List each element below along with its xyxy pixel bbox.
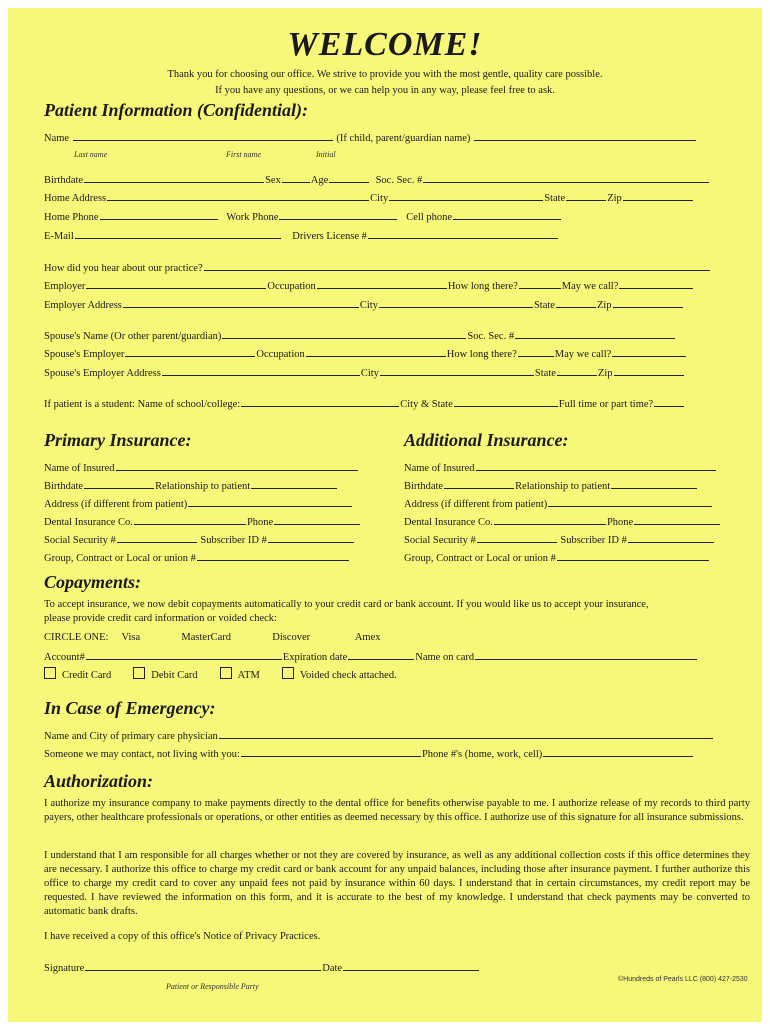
spouse-state-field[interactable] (557, 365, 597, 376)
zip-field[interactable] (623, 190, 693, 201)
how-hear-field[interactable] (204, 260, 710, 271)
how-long-label: How long there? (447, 281, 518, 292)
authorization-heading: Authorization: (44, 771, 154, 791)
welcome-line-1: Thank you for choosing our office. We strive to provide you with the most gentle, quality care possible. (167, 69, 603, 80)
employer-address-row (44, 297, 684, 312)
additional-social-row (404, 532, 715, 547)
age-label: Age (310, 175, 329, 186)
additional-name-row (404, 460, 717, 475)
city-field[interactable] (389, 190, 543, 201)
primary-dental-field[interactable] (134, 514, 246, 525)
additional-relationship-label: Relationship to patient (515, 481, 611, 492)
additional-birthdate-label: Birthdate (404, 481, 444, 492)
contact-phones-field[interactable] (543, 746, 693, 757)
additional-group-label: Group, Contract or Local or union # (404, 553, 556, 564)
additional-insurance-heading: Additional Insurance: (404, 430, 569, 450)
signature-label: Signature (44, 963, 85, 974)
primary-relationship-label: Relationship to patient (155, 481, 251, 492)
additional-social-label: Social Security # (404, 535, 476, 546)
name-field[interactable] (73, 130, 333, 141)
additional-address-label: Address (if different from patient) (404, 499, 548, 510)
contact-field[interactable] (241, 746, 421, 757)
occupation-label: Occupation (267, 281, 316, 292)
debit-card-label: Debit Card (151, 670, 198, 681)
student-row (44, 396, 685, 411)
additional-name-field[interactable] (476, 460, 716, 471)
spouse-employer-field[interactable] (125, 346, 255, 357)
drivers-license-label: Drivers License # (292, 231, 367, 242)
first-name-caption: First name (226, 150, 261, 159)
spouse-city-label: City (360, 368, 379, 379)
amex-option[interactable]: Amex (354, 632, 381, 643)
full-part-field[interactable] (654, 396, 684, 407)
atm-label: ATM (237, 670, 260, 681)
voided-check-checkbox[interactable] (282, 667, 294, 679)
name-label: Name (44, 133, 70, 144)
email-field[interactable] (75, 228, 281, 239)
home-phone-label: Home Phone (44, 212, 99, 223)
voided-check-option[interactable] (282, 667, 397, 682)
home-phone-field[interactable] (100, 209, 218, 220)
responsible-party-caption: Patient or Responsible Party (166, 982, 259, 991)
spouse-city-field[interactable] (380, 365, 534, 376)
last-name-caption: Last name (74, 150, 108, 159)
primary-subscriber-field[interactable] (268, 532, 354, 543)
age-field[interactable] (329, 172, 369, 183)
cell-phone-field[interactable] (453, 209, 561, 220)
primary-dental-label: Dental Insurance Co. (44, 517, 133, 528)
spouse-occupation-field[interactable] (306, 346, 446, 357)
discover-option[interactable]: Discover (272, 632, 311, 643)
primary-relationship-field[interactable] (251, 478, 337, 489)
home-address-field[interactable] (107, 190, 369, 201)
expiration-label: Expiration date (282, 652, 348, 663)
sex-label: Sex (265, 175, 281, 186)
credit-card-option[interactable] (44, 667, 111, 682)
additional-birthdate-field[interactable] (444, 478, 514, 489)
sex-field[interactable] (282, 172, 310, 183)
work-phone-label: Work Phone (226, 212, 279, 223)
school-city-state-field[interactable] (454, 396, 558, 407)
school-city-state-label: City & State (400, 399, 453, 410)
primary-address-row (44, 496, 353, 511)
debit-card-checkbox[interactable] (133, 667, 145, 679)
spouse-employer-address-field[interactable] (162, 365, 360, 376)
atm-checkbox[interactable] (220, 667, 232, 679)
employer-city-label: City (359, 300, 378, 311)
expiration-field[interactable] (348, 649, 414, 660)
spouse-state-label: State (534, 368, 556, 379)
employer-row (44, 278, 694, 293)
welcome-title: WELCOME! (287, 26, 483, 63)
employer-zip-field[interactable] (613, 297, 683, 308)
additional-phone-field[interactable] (634, 514, 720, 525)
patient-info-heading: Patient Information (Confidential): (44, 100, 309, 120)
account-row (44, 649, 698, 664)
primary-social-field[interactable] (117, 532, 197, 543)
home-address-label: Home Address (44, 193, 107, 204)
additional-group-field[interactable] (557, 550, 709, 561)
additional-dental-field[interactable] (494, 514, 606, 525)
additional-address-field[interactable] (548, 496, 712, 507)
employer-address-field[interactable] (123, 297, 359, 308)
spouse-may-call-label: May we call? (554, 349, 612, 360)
spouse-employer-label: Spouse's Employer (44, 349, 125, 360)
spouse-zip-field[interactable] (614, 365, 684, 376)
work-phone-field[interactable] (279, 209, 397, 220)
spouse-may-call-field[interactable] (612, 346, 686, 357)
employer-city-field[interactable] (379, 297, 533, 308)
account-field[interactable] (86, 649, 282, 660)
city-label: City (370, 193, 389, 204)
credit-card-label: Credit Card (62, 670, 112, 681)
additional-group-row (404, 550, 710, 565)
copay-text-1: To accept insurance, we now debit copayments automatically to your credit card or bank account. If you would like us to accept your insurance, (44, 599, 649, 610)
full-part-label: Full time or part time? (558, 399, 654, 410)
birthdate-field[interactable] (84, 172, 264, 183)
privacy-notice-text: I have received a copy of this office's Notice of Privacy Practices. (44, 931, 321, 942)
school-field[interactable] (241, 396, 399, 407)
employer-address-label: Employer Address (44, 300, 122, 311)
contact-label: Someone we may contact, not living with you: (44, 749, 240, 760)
physician-field[interactable] (219, 728, 713, 739)
soc-sec-field[interactable] (423, 172, 709, 183)
mastercard-option[interactable]: MasterCard (181, 632, 231, 643)
additional-social-field[interactable] (477, 532, 557, 543)
emergency-heading: In Case of Emergency: (44, 698, 216, 718)
spouse-name-field[interactable] (222, 328, 466, 339)
spouse-occupation-label: Occupation (256, 349, 305, 360)
visa-option[interactable]: Visa (121, 632, 141, 643)
primary-address-field[interactable] (188, 496, 352, 507)
card-type-row (44, 631, 380, 644)
spouse-soc-sec-field[interactable] (515, 328, 675, 339)
additional-dental-label: Dental Insurance Co. (404, 517, 493, 528)
spouse-employer-address-label: Spouse's Employer Address (44, 368, 161, 379)
birthdate-label: Birthdate (44, 175, 84, 186)
primary-address-label: Address (if different from patient) (44, 499, 188, 510)
additional-name-label: Name of Insured (404, 463, 475, 474)
physician-row (44, 728, 714, 743)
copayments-heading: Copayments: (44, 572, 141, 592)
spouse-employer-address-row (44, 365, 685, 380)
welcome-line-2: If you have any questions, or we can help you in any way, please feel free to ask. (215, 85, 555, 96)
cell-phone-label: Cell phone (406, 212, 453, 223)
contact-phones-label: Phone #'s (home, work, cell) (421, 749, 543, 760)
primary-social-label: Social Security # (44, 535, 116, 546)
primary-group-label: Group, Contract or Local or union # (44, 553, 196, 564)
employer-zip-label: Zip (596, 300, 612, 311)
copyright-text: ©Hundreds of Pearls LLC (800) 427-2530 (618, 976, 748, 983)
atm-option[interactable] (220, 667, 260, 682)
name-on-card-field[interactable] (475, 649, 697, 660)
physician-label: Name and City of primary care physician (44, 731, 218, 742)
employer-label: Employer (44, 281, 86, 292)
may-call-field[interactable] (619, 278, 693, 289)
state-label: State (544, 193, 566, 204)
how-hear-row (44, 260, 711, 275)
additional-phone-label: Phone (606, 517, 634, 528)
additional-relationship-field[interactable] (611, 478, 697, 489)
circle-one-label: CIRCLE ONE: (44, 632, 109, 643)
additional-dental-row (404, 514, 721, 529)
primary-group-row (44, 550, 350, 565)
primary-phone-field[interactable] (274, 514, 360, 525)
spouse-how-long-field[interactable] (518, 346, 554, 357)
email-label: E-Mail (44, 231, 74, 242)
primary-birthdate-row (44, 478, 338, 493)
primary-social-row (44, 532, 355, 547)
spouse-name-label: Spouse's Name (Or other parent/guardian) (44, 331, 222, 342)
phone-row (44, 209, 562, 224)
primary-subscriber-label: Subscriber ID # (200, 535, 267, 546)
additional-birthdate-row (404, 478, 698, 493)
if-child-label: (If child, parent/guardian name) (336, 133, 471, 144)
occupation-field[interactable] (317, 278, 447, 289)
name-row (44, 130, 697, 145)
how-hear-label: How did you hear about our practice? (44, 263, 203, 274)
name-on-card-label: Name on card (415, 652, 475, 663)
drivers-license-field[interactable] (368, 228, 558, 239)
debit-card-option[interactable] (133, 667, 197, 682)
state-field[interactable] (566, 190, 606, 201)
spouse-zip-label: Zip (597, 368, 613, 379)
additional-subscriber-label: Subscriber ID # (560, 535, 627, 546)
primary-group-field[interactable] (197, 550, 349, 561)
contact-row (44, 746, 694, 761)
birthdate-row (44, 172, 710, 187)
spouse-soc-sec-label: Soc. Sec. # (467, 331, 515, 342)
primary-birthdate-label: Birthdate (44, 481, 84, 492)
additional-subscriber-field[interactable] (628, 532, 714, 543)
student-label: If patient is a student: Name of school/college: (44, 399, 241, 410)
credit-card-checkbox[interactable] (44, 667, 56, 679)
account-label: Account# (44, 652, 85, 663)
payment-method-row (44, 667, 419, 682)
spouse-name-row (44, 328, 676, 343)
how-long-field[interactable] (519, 278, 561, 289)
primary-phone-label: Phone (246, 517, 274, 528)
spouse-employer-row (44, 346, 687, 361)
primary-birthdate-field[interactable] (84, 478, 154, 489)
copay-text-2: please provide credit card information or voided check: (44, 613, 277, 624)
primary-name-row (44, 460, 359, 475)
may-call-label: May we call? (561, 281, 619, 292)
spouse-how-long-label: How long there? (446, 349, 517, 360)
zip-label: Zip (607, 193, 622, 204)
primary-dental-row (44, 514, 361, 529)
email-row (44, 228, 559, 243)
additional-address-row (404, 496, 713, 511)
soc-sec-label: Soc. Sec. # (375, 175, 423, 186)
signature-field[interactable] (85, 960, 321, 971)
initial-caption: Initial (316, 150, 336, 159)
voided-check-label: Voided check attached. (299, 670, 397, 681)
authorization-paragraph-1: I authorize my insurance company to make payments directly to the dental office for benefits otherwise payable to me. I authorize release of my records to third party payers, other healthcare professionals or operations, or other entities as deemed necessary by this office. I authorize use of this signature for all insurance submissions. (44, 798, 750, 823)
authorization-paragraph-2: I understand that I am responsible for all charges whether or not they are covered by insurance, as well as any additional collection costs if this office determines they are necessary. I authorize this office to charge my credit card or bank account for any unpaid balances, including those after insurance payment. I further authorize this office to charge my credit card to cover any unpaid fees not paid by insurance within 60 days. I understand that in certain circumstances, my credit report may be requested. I have reviewed the information on this form, and it is accurate to the best of my knowledge. I understand that check payments may be converted to automatic bank drafts. (44, 850, 750, 917)
employer-state-field[interactable] (556, 297, 596, 308)
date-label: Date (322, 963, 343, 974)
primary-name-label: Name of Insured (44, 463, 115, 474)
employer-state-label: State (533, 300, 555, 311)
form-page (8, 8, 762, 1022)
guardian-name-field[interactable] (474, 130, 696, 141)
primary-name-field[interactable] (116, 460, 358, 471)
date-field[interactable] (343, 960, 479, 971)
employer-field[interactable] (86, 278, 266, 289)
signature-row (44, 960, 480, 975)
primary-insurance-heading: Primary Insurance: (44, 430, 192, 450)
home-address-row (44, 190, 694, 205)
